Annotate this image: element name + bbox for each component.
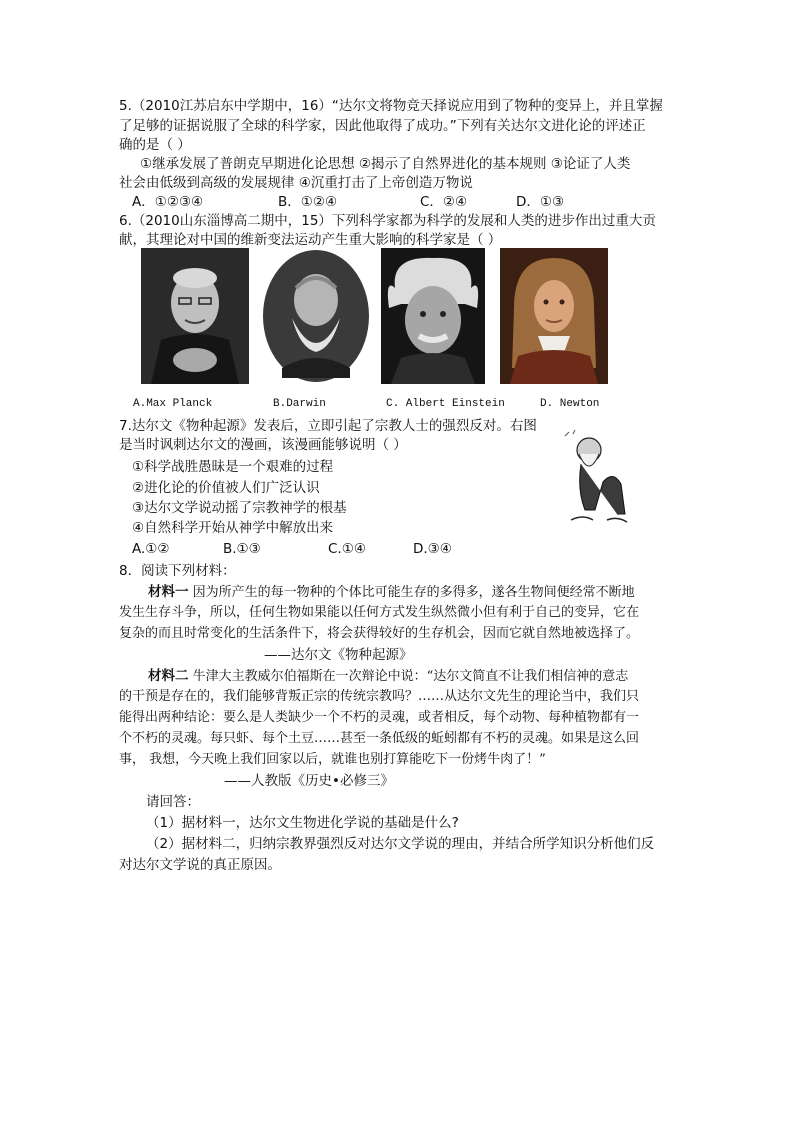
- darwin-cartoon: [563, 430, 633, 526]
- q6-stem-line-1: 6.（2010山东淄博高二期中，15）下列科学家都为科学的发展和人类的进步作出过重大贡: [119, 213, 656, 229]
- q8-material2-line-4: 个不朽的灵魂。每只虾、每个土豆……甚至一条低级的蚯蚓都有不朽的灵魂。如果是这么回: [119, 731, 640, 746]
- q5-items-line-2: 社会由低级到高级的发展规律 ④沉重打击了上帝创造万物说: [119, 175, 473, 191]
- q7-stem-line-2: 是当时讽刺达尔文的漫画，该漫画能够说明（ ）: [119, 437, 407, 453]
- q5-items-line-1: ①继承发展了普朗克早期进化论思想 ②揭示了自然界进化的基本规则 ③论证了人类: [140, 156, 631, 172]
- q5-option-a: A．①②③④: [132, 194, 204, 210]
- q8-intro: 8．阅读下列材料：: [119, 563, 236, 579]
- q8-material1-line-1: [148, 582, 635, 603]
- q8-material2-line-2: 的干预是存在的，我们能够背叛正宗的传统宗教吗？……从达尔文先生的理论当中，我们只: [119, 689, 640, 704]
- portrait-newton: [500, 248, 608, 384]
- caption-darwin: B.Darwin: [273, 398, 326, 410]
- q8-material1-label: 材料一: [148, 584, 189, 600]
- q8-sub-question-2-line-2: 对达尔文学说的真正原因。: [119, 857, 281, 873]
- q7-option-a: A.①②: [132, 541, 170, 557]
- q8-material1-line-2: 发生生存斗争，所以，任何生物如果能以任何方式发生纵然微小但有利于自己的变异，它在: [119, 605, 640, 620]
- q8-material2-line-3: 能得出两种结论：要么是人类缺少一个不朽的灵魂，或者相反，每个动物、每种植物都有一: [119, 710, 640, 725]
- portrait-max-planck: [141, 248, 249, 384]
- q7-item-4: ④自然科学开始从神学中解放出来: [132, 520, 334, 536]
- q8-material1-line-3: 复杂的而且时常变化的生活条件下，将会获得较好的生存机会，因而它就自然地被选择了。: [119, 626, 640, 641]
- q5-option-c: C．②④: [420, 194, 468, 210]
- q7-item-1: ①科学战胜愚昧是一个艰难的过程: [132, 459, 334, 475]
- q5-option-b: B．①②④: [278, 194, 338, 210]
- q5-stem-line-1: 5.（2010江苏启东中学期中，16）“达尔文将物竞天择说应用到了物种的变异上，并且掌握: [119, 98, 663, 114]
- q8-ask: 请回答：: [146, 794, 200, 810]
- q8-material2-source: ——人教版《历史•必修三》: [224, 773, 394, 789]
- q7-item-2: ②进化论的价值被人们广泛认识: [132, 480, 320, 496]
- q7-stem-line-1: 7.达尔文《物种起源》发表后，立即引起了宗教人士的强烈反对。右图: [119, 418, 537, 434]
- q5-stem-line-2: 了足够的证据说服了全球的科学家，因此他取得了成功。”下列有关达尔文进化论的评述正: [119, 118, 646, 134]
- q7-option-c: C.①④: [328, 541, 366, 557]
- caption-newton: D. Newton: [540, 398, 600, 410]
- q7-option-d: D.③④: [413, 541, 452, 557]
- q8-material1-source: ——达尔文《物种起源》: [264, 647, 413, 663]
- q8-material2-line-1: [148, 666, 628, 687]
- portrait-darwin: [262, 248, 370, 384]
- q5-option-d: D．①③: [516, 194, 565, 210]
- q6-stem-line-2: 献，其理论对中国的维新变法运动产生重大影响的科学家是（ ）: [119, 232, 502, 248]
- q8-material1-text-1: 因为所产生的每一物种的个体比可能生存的多得多，遂各生物间便经常不断地: [188, 585, 635, 600]
- portrait-albert-einstein: [381, 248, 485, 384]
- q8-material2-label: 材料二: [148, 668, 189, 684]
- q8-sub-question-1: （1）据材料一，达尔文生物进化学说的基础是什么?: [146, 815, 459, 831]
- q5-stem-line-3: 确的是（ ）: [119, 137, 191, 153]
- caption-einstein: C. Albert Einstein: [386, 398, 505, 410]
- caption-planck: A.Max Planck: [133, 398, 213, 410]
- q8-material2-text-1: 牛津大主教威尔伯福斯在一次辩论中说：“达尔文简直不让我们相信神的意志: [188, 669, 629, 684]
- q8-sub-question-2-line-1: （2）据材料二，归纳宗教界强烈反对达尔文学说的理由，并结合所学知识分析他们反: [146, 836, 655, 852]
- q8-material2-line-5: 事， 我想，今天晚上我们回家以后，就谁也别打算能吃下一份烤牛肉了！”: [119, 752, 546, 767]
- q7-item-3: ③达尔文学说动摇了宗教神学的根基: [132, 500, 347, 516]
- q7-option-b: B.①③: [223, 541, 261, 557]
